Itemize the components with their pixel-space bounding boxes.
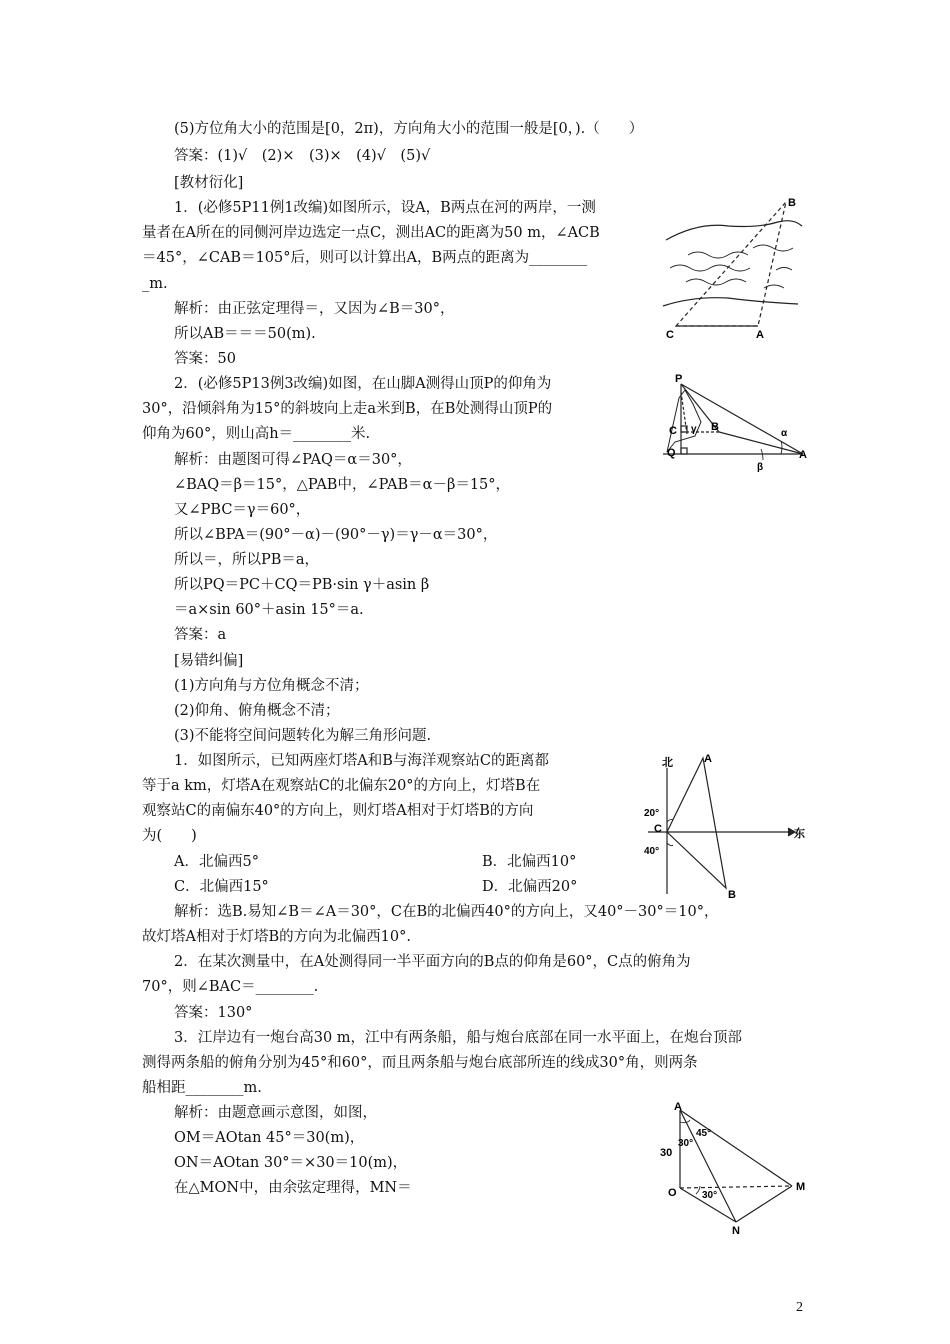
text-line: 量者在A所在的同侧河岸边选定一点C，测出AC的距离为50 m，∠ACB [142,225,600,241]
label-a: A [704,753,712,765]
text-line: 所以∠BPA＝(90°－α)－(90°－γ)＝γ－α＝30°， [174,527,498,543]
angle-30-top-label: 30° [678,1138,694,1149]
text-line: ON＝AOtan 30°＝×30＝10(m)， [174,1155,408,1171]
label-gamma: γ [691,424,697,435]
label-m: M [796,1181,806,1193]
angle-30-bottom-label: 30° [702,1190,718,1201]
text-line: 船相距________m. [142,1080,262,1096]
text-line: 故灯塔A相对于灯塔B的方向为北偏西10°. [142,929,411,945]
page-number: 2 [796,1300,803,1315]
text-line: 2．(必修5P13例3改编)如图，在山脚A测得山顶P的仰角为 [174,376,552,392]
label-c: C [654,823,662,835]
label-c: C [669,425,677,437]
label-o: O [668,1187,677,1199]
text-line: 解析：由正弦定理得＝，又因为∠B＝30°， [174,301,455,317]
label-q: Q [667,447,676,459]
text-line: 答案：(1)√ (2)× (3)× (4)√ (5)√ [174,148,431,164]
text-line: 解析：由题图可得∠PAQ＝α＝30°， [174,452,412,468]
option-d: D．北偏西20° [482,879,578,895]
text-line: 所以PQ＝PC＋CQ＝PB·sin γ＋asin β [174,577,430,593]
angle-40-label: 40° [644,846,660,857]
text-line: [易错纠偏] [174,653,244,669]
text-line: 测得两条船的俯角分别为45°和60°，而且两条船与炮台底部所连的线成30°角，则两条 [142,1055,698,1071]
fort-figure [656,1102,816,1238]
text-line: 仰角为60°，则山高h＝________米. [142,426,371,442]
label-b: B [711,421,719,433]
text-line: 1．如图所示，已知两座灯塔A和B与海洋观察站C的距离都 [174,753,549,769]
text-line: 答案：130° [174,1005,253,1021]
text-line: (1)方向角与方位角概念不清； [174,678,369,694]
option-b: B．北偏西10° [482,854,577,870]
text-line: 答案：a [174,627,227,643]
lighthouse-figure [642,748,810,902]
text-line: 30°，沿倾斜角为15°的斜坡向上走a米到B，在B处测得山顶P的 [142,401,553,417]
text-line: 观察站C的南偏东40°的方向上，则灯塔A相对于灯塔B的方向 [142,803,534,819]
mountain-figure [653,372,813,482]
text-line: 为( ) [142,828,197,844]
text-line: 所以AB＝＝＝50(m). [174,326,316,342]
label-alpha: α [781,428,788,439]
label-c: C [666,329,674,341]
text-line: _m. [142,276,168,292]
text-line: 70°，则∠BAC＝________. [142,979,319,995]
north-label: 北 [662,757,673,769]
option-c: C．北偏西15° [174,879,269,895]
label-b: B [728,889,736,901]
text-line: ∠BAQ＝β＝15°，△PAB中，∠PAB＝α－β＝15°， [174,477,511,493]
text-line: 3．江岸边有一炮台高30 m，江中有两条船，船与炮台底部在同一水平面上，在炮台顶部 [174,1030,743,1046]
east-label: 东 [794,828,805,840]
text-line: 又∠PBC＝γ＝60°， [174,502,311,518]
height-label: 30 [660,1147,673,1159]
label-p: P [675,373,683,385]
option-a: A．北偏西5° [174,854,259,870]
text-line: 等于a km，灯塔A在观察站C的北偏东20°的方向上，灯塔B在 [142,778,541,794]
text-line: (5)方位角大小的范围是[0，2π)，方向角大小的范围一般是[0，).（ ） [174,121,644,137]
text-line: ＝a×sin 60°＋asin 15°＝a. [174,602,364,618]
text-line: [教材衍化] [174,175,244,191]
text-line: 在△MON中，由余弦定理得，MN＝ [174,1180,412,1196]
text-line: OM＝AOtan 45°＝30(m)， [174,1130,365,1146]
label-beta: β [757,462,764,473]
text-line: 答案：50 [174,351,236,367]
text-line: 2．在某次测量中，在A处测得同一半平面方向的B点的仰角是60°，C点的俯角为 [174,954,691,970]
text-line: 解析：由题意画示意图，如图， [174,1105,377,1121]
text-line: 解析：选B.易知∠B＝∠A＝30°，C在B的北偏西40°的方向上，又40°－30°＝10°， [174,904,719,920]
label-b: B [788,197,796,209]
text-line: ＝45°，∠CAB＝105°后，则可以计算出A，B两点的距离为________ [142,250,588,266]
label-a: A [799,449,807,461]
angle-45-label: 45° [696,1128,712,1139]
angle-20-label: 20° [644,808,660,819]
label-a: A [756,329,764,341]
label-a: A [674,1102,682,1113]
text-line: 1．(必修5P11例1改编)如图所示，设A，B两点在河的两岸，一测 [174,200,596,216]
river-figure [658,192,808,344]
label-n: N [732,1225,740,1237]
text-line: 所以＝，所以PB＝a， [174,552,320,568]
text-line: (2)仰角、俯角概念不清； [174,703,340,719]
text-line: (3)不能将空间问题转化为解三角形问题. [174,728,432,744]
